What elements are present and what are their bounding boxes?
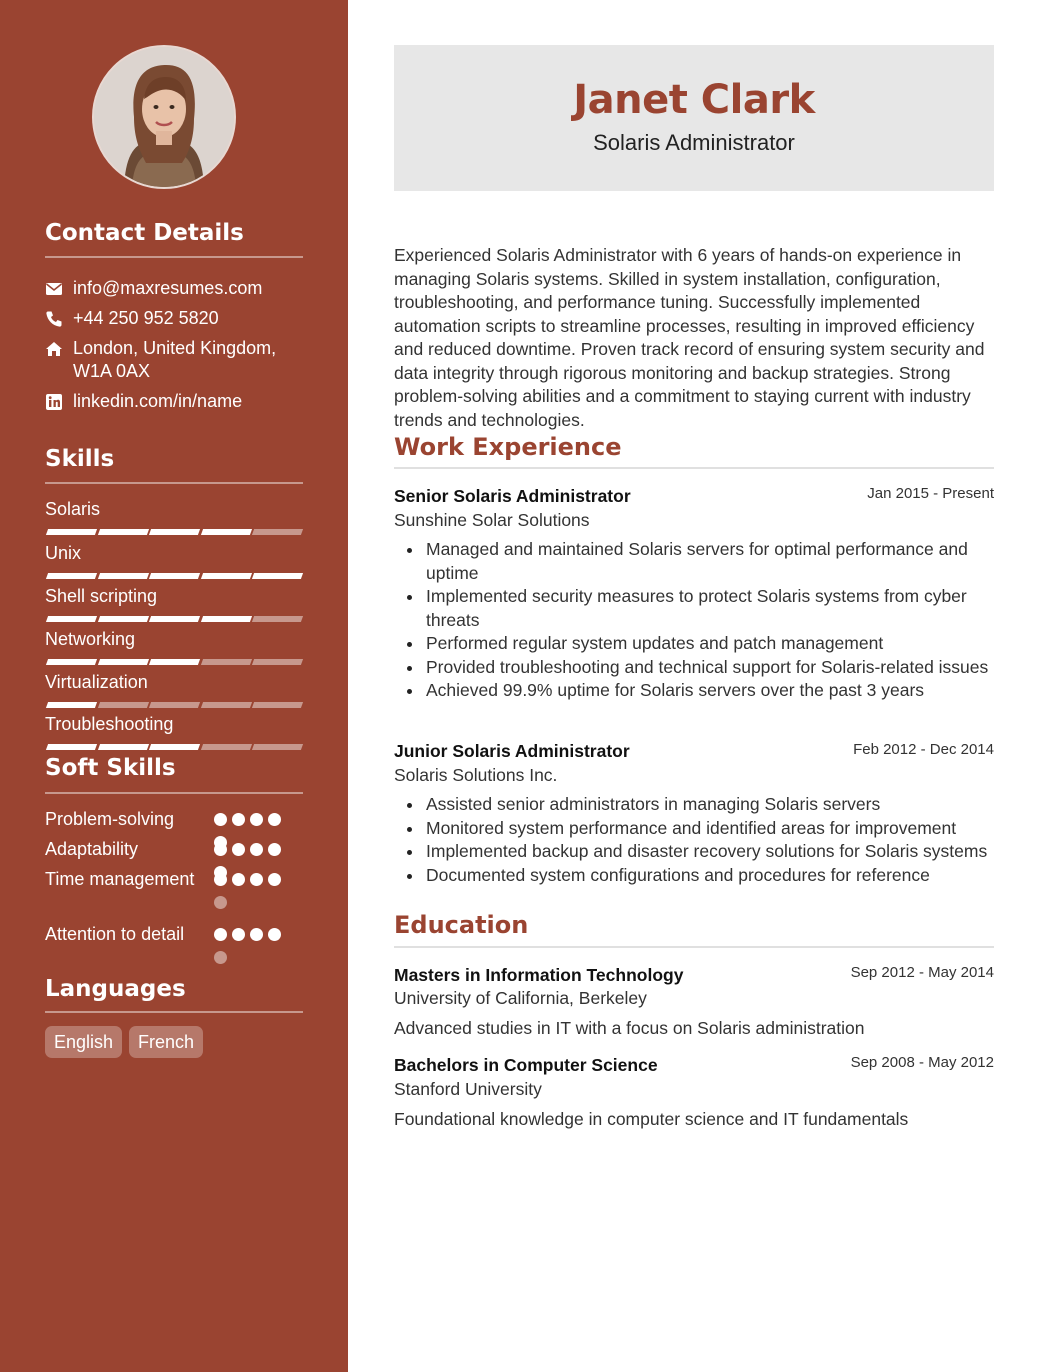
rating-dot: [250, 928, 263, 941]
bullet-item: Managed and maintained Solaris servers for optimal performance and uptime: [426, 538, 996, 585]
school-name: Stanford University: [394, 1079, 542, 1099]
degree-title: Masters in Information Technology: [394, 965, 684, 985]
skill-level-segment: [252, 744, 303, 750]
profile-photo: [92, 45, 236, 189]
rating-dot: [232, 843, 245, 856]
skill-level-bar: [45, 616, 303, 622]
profile-summary: Experienced Solaris Administrator with 6 years of hands-on experience in managing Solaris systems. Skilled in system installation, configuration, troubleshooting, and performance tuning. Successfully implemented automation scripts to streamline processes, resulting in improved efficiency and reduced downtime. Proven track record of ensuring system security and data integrity through rigorous monitoring and backup strategies. Strong problem-solving abilities and a commitment to staying current with industry trends and technologies.: [394, 245, 985, 430]
skill-level-segment: [97, 616, 148, 622]
skill-level-segment: [97, 573, 148, 579]
skill-level-segment: [149, 659, 200, 665]
rating-dot: [250, 813, 263, 826]
skill-label: Networking: [45, 629, 136, 649]
skill-level-segment: [200, 702, 251, 708]
bullet-item: Performed regular system updates and patch management: [426, 632, 996, 656]
skill-level-segment: [149, 573, 200, 579]
linkedin-icon: [45, 393, 63, 411]
skill-level-segment: [252, 702, 303, 708]
rating-dot: [232, 928, 245, 941]
degree-description: Advanced studies in IT with a focus on Solaris administration: [394, 1018, 865, 1038]
job-title: Senior Solaris Administrator: [394, 486, 631, 506]
rating-dot: [232, 873, 245, 886]
soft-skill-label: Time management: [45, 869, 195, 889]
skill-level-segment: [149, 529, 200, 535]
soft-skill-rating: [214, 873, 294, 913]
rating-dot: [214, 873, 227, 886]
skill-level-segment: [200, 744, 251, 750]
language-tag-french: French: [129, 1026, 203, 1058]
rating-dot: [268, 928, 281, 941]
soft-skill-label: Problem-solving: [45, 809, 175, 829]
skill-level-segment: [200, 573, 251, 579]
header-banner: [394, 45, 994, 191]
degree-description: Foundational knowledge in computer science and IT fundamentals: [394, 1109, 909, 1129]
job-title: Junior Solaris Administrator: [394, 741, 630, 761]
skill-level-segment: [97, 702, 148, 708]
rating-dot: [214, 843, 227, 856]
bullet-item: Provided troubleshooting and technical support for Solaris-related issues: [426, 656, 996, 680]
skill-label: Unix: [45, 543, 82, 563]
rating-dot: [214, 928, 227, 941]
skill-level-bar: [45, 702, 303, 708]
email-text: info@maxresumes.com: [73, 278, 263, 298]
linkedin-text: linkedin.com/in/name: [73, 391, 243, 411]
skills-divider: [45, 482, 303, 484]
skill-level-segment: [149, 702, 200, 708]
skill-level-segment: [46, 529, 97, 535]
bullet-item: Documented system configurations and procedures for reference: [426, 864, 996, 888]
skill-level-segment: [46, 659, 97, 665]
bullet-item: Implemented backup and disaster recovery solutions for Solaris systems: [426, 840, 996, 864]
degree-dates: Sep 2012 - May 2014: [850, 964, 994, 981]
skill-level-bar: [45, 659, 303, 665]
candidate-title: Solaris Administrator: [593, 130, 795, 155]
candidate-name: Janet Clark: [573, 77, 815, 123]
skill-level-segment: [149, 616, 200, 622]
skill-level-bar: [45, 573, 303, 579]
job-dates: Jan 2015 - Present: [867, 485, 994, 502]
skill-level-segment: [200, 529, 251, 535]
degree-dates: Sep 2008 - May 2012: [850, 1054, 994, 1071]
skill-label: Solaris: [45, 499, 101, 519]
sidebar: [0, 0, 348, 1372]
address-text: London, United Kingdom, W1A 0AX: [73, 338, 277, 381]
rating-dot: [214, 951, 227, 964]
skill-level-segment: [97, 744, 148, 750]
job-company: Solaris Solutions Inc.: [394, 765, 558, 785]
languages-divider: [45, 1011, 303, 1013]
skill-level-segment: [252, 573, 303, 579]
bullet-item: Achieved 99.9% uptime for Solaris servers over the past 3 years: [426, 679, 996, 703]
skill-level-segment: [97, 659, 148, 665]
home-icon: [45, 340, 63, 358]
work-divider: [394, 467, 994, 469]
skills-heading: Skills: [45, 446, 115, 472]
soft-skill-label: Attention to detail: [45, 924, 185, 944]
skill-level-segment: [97, 529, 148, 535]
soft-skill-rating: [214, 928, 294, 968]
school-name: University of California, Berkeley: [394, 988, 647, 1008]
soft-skills-divider: [45, 792, 303, 794]
languages-heading: Languages: [45, 976, 186, 1002]
skill-level-bar: [45, 529, 303, 535]
rating-dot: [214, 896, 227, 909]
rating-dot: [268, 843, 281, 856]
rating-dot: [268, 873, 281, 886]
skill-level-segment: [252, 659, 303, 665]
phone-text: +44 250 952 5820: [73, 308, 219, 328]
rating-dot: [268, 813, 281, 826]
job-bullets: [426, 538, 996, 703]
skill-label: Virtualization: [45, 672, 148, 692]
job-bullets: [426, 793, 996, 887]
degree-title: Bachelors in Computer Science: [394, 1055, 658, 1075]
skill-level-bar: [45, 744, 303, 750]
skill-level-segment: [252, 616, 303, 622]
skill-level-segment: [46, 616, 97, 622]
rating-dot: [250, 843, 263, 856]
education-heading: Education: [394, 911, 529, 939]
skill-level-segment: [252, 529, 303, 535]
skill-level-segment: [200, 659, 251, 665]
job-dates: Feb 2012 - Dec 2014: [853, 741, 994, 758]
work-heading: Work Experience: [394, 433, 622, 461]
rating-dot: [214, 813, 227, 826]
skill-label: Shell scripting: [45, 586, 158, 606]
soft-skill-label: Adaptability: [45, 839, 139, 859]
rating-dot: [250, 873, 263, 886]
contact-heading: Contact Details: [45, 220, 244, 246]
skill-level-segment: [149, 744, 200, 750]
skill-label: Troubleshooting: [45, 714, 174, 734]
bullet-item: Assisted senior administrators in managing Solaris servers: [426, 793, 996, 817]
rating-dot: [232, 813, 245, 826]
bullet-item: Implemented security measures to protect Solaris systems from cyber threats: [426, 585, 996, 632]
envelope-icon: [45, 280, 63, 298]
bullet-item: Monitored system performance and identified areas for improvement: [426, 817, 996, 841]
skill-level-segment: [46, 744, 97, 750]
skill-level-segment: [46, 702, 97, 708]
skill-level-segment: [200, 616, 251, 622]
language-tag-english: English: [45, 1026, 122, 1058]
job-company: Sunshine Solar Solutions: [394, 510, 590, 530]
contact-divider: [45, 256, 303, 258]
skill-level-segment: [46, 573, 97, 579]
education-divider: [394, 946, 994, 948]
phone-icon: [45, 310, 63, 328]
soft-skills-heading: Soft Skills: [45, 755, 176, 781]
